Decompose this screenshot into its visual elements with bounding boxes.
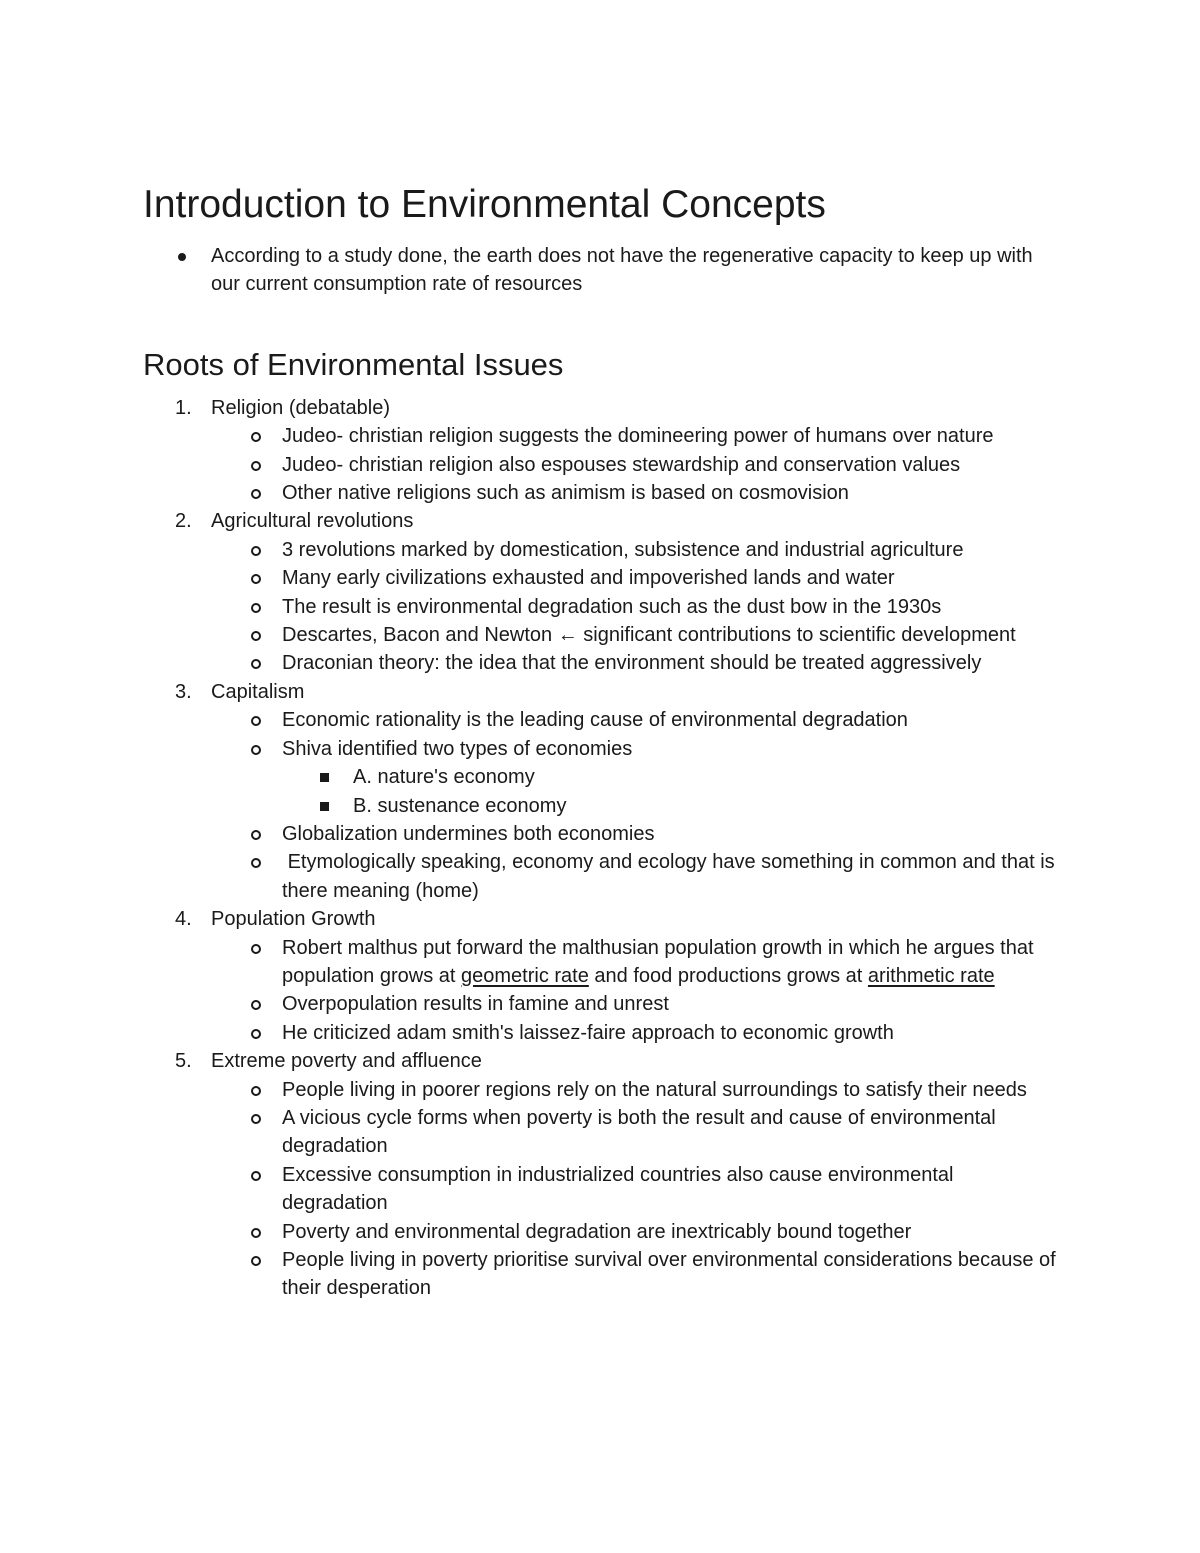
circle-bullet-icon [251, 1256, 261, 1266]
roots-list [143, 394, 1063, 1303]
sub-item-text: Overpopulation results in famine and unrest [282, 993, 669, 1016]
list-number: 3. [175, 680, 192, 703]
intro-list [143, 242, 1063, 299]
sub-item-text: Poverty and environmental degradation are inextricably bound together [282, 1220, 912, 1243]
root-item-poverty [143, 1047, 1063, 1303]
sub-item-text: A vicious cycle forms when poverty is both the result and cause of environmental degradation [282, 1106, 996, 1158]
sub-item [143, 564, 1063, 592]
sub-item [143, 1019, 1063, 1047]
sub-item [143, 848, 1063, 905]
subsub-item [143, 792, 1063, 820]
circle-bullet-icon [251, 1086, 261, 1096]
malthus-text-before: Robert malthus put forward the malthusian population growth in which he argues that population grows at [282, 936, 1034, 987]
sub-item-text: Other native religions such as animism is based on cosmovision [282, 482, 849, 505]
circle-bullet-icon [251, 1171, 261, 1181]
circle-bullet-icon [251, 546, 261, 556]
sub-item-text: People living in poorer regions rely on the natural surroundings to satisfy their needs [282, 1078, 1027, 1101]
sub-list [211, 1076, 1063, 1303]
sub-item [143, 536, 1063, 564]
circle-bullet-icon [251, 574, 261, 584]
circle-bullet-icon [251, 432, 261, 442]
subsub-item [143, 763, 1063, 791]
circle-bullet-icon [251, 489, 261, 499]
section-title: Roots of Environmental Issues [143, 346, 564, 382]
subsub-item-text: A. nature's economy [353, 766, 535, 789]
sub-item [143, 820, 1063, 848]
sub-item [143, 735, 1063, 820]
underlined-arithmetic-rate: arithmetic rate [867, 964, 995, 987]
root-label: Extreme poverty and affluence [211, 1050, 482, 1073]
square-bullet-icon [320, 773, 329, 782]
circle-bullet-icon [251, 1029, 261, 1039]
sub-item-text: The result is environmental degradation such as the dust bow in the 1930s [282, 595, 942, 618]
sub-list [211, 422, 1063, 507]
circle-bullet-icon [251, 1000, 261, 1010]
sub-item [143, 1104, 1063, 1161]
sub-list [211, 706, 1063, 905]
sub-item [143, 1218, 1063, 1246]
sub-item [143, 479, 1063, 507]
sub-item-text: Judeo- christian religion also espouses stewardship and conservation values [282, 453, 961, 476]
underlined-geometric-rate: geometric rate [461, 964, 589, 987]
sub-list [211, 934, 1063, 1048]
sub-item [143, 1161, 1063, 1218]
circle-bullet-icon [251, 461, 261, 471]
malthus-text-middle: and food productions grows at [588, 964, 868, 987]
page-title: Introduction to Environmental Concepts [143, 183, 826, 226]
sub-item [143, 451, 1063, 479]
square-bullet-icon [320, 802, 329, 811]
sub-item [143, 1246, 1063, 1303]
list-number: 2. [175, 510, 192, 533]
circle-bullet-icon [251, 944, 261, 954]
sub-item-text: Many early civilizations exhausted and impoverished lands and water [282, 567, 895, 590]
bullet-dot-icon [178, 253, 186, 261]
root-label: Agricultural revolutions [211, 510, 414, 533]
circle-bullet-icon [251, 745, 261, 755]
circle-bullet-icon [251, 631, 261, 641]
circle-bullet-icon [251, 858, 261, 868]
circle-bullet-icon [251, 716, 261, 726]
root-item-capitalism [143, 678, 1063, 905]
circle-bullet-icon [251, 1114, 261, 1124]
list-number: 5. [175, 1050, 192, 1073]
circle-bullet-icon [251, 659, 261, 669]
root-item-religion [143, 394, 1063, 508]
sub-item [143, 706, 1063, 734]
sub-item-text: He criticized adam smith's laissez-faire approach to economic growth [282, 1021, 894, 1044]
sub-item [143, 593, 1063, 621]
sub-item-text: Excessive consumption in industrialized countries also cause environmental degradation [282, 1163, 954, 1215]
sub-item-text: Judeo- christian religion suggests the domineering power of humans over nature [282, 425, 994, 448]
sub-item [143, 1076, 1063, 1104]
sub-item-text: Descartes, Bacon and Newton ← significant contributions to scientific development [282, 624, 1016, 647]
root-item-agriculture [143, 507, 1063, 677]
subsub-item-text: B. sustenance economy [353, 794, 567, 817]
list-number: 4. [175, 908, 192, 931]
circle-bullet-icon [251, 603, 261, 613]
sub-item-malthus [143, 934, 1063, 991]
sub-item-text: People living in poverty prioritise survival over environmental considerations because of their desperation [282, 1249, 1056, 1300]
intro-bullet [143, 242, 1063, 299]
sub-item [143, 621, 1063, 649]
sub-item [143, 649, 1063, 677]
sub-item-text: Draconian theory: the idea that the environment should be treated aggressively [282, 652, 982, 675]
list-number: 1. [175, 396, 192, 419]
document-page [143, 182, 1063, 1303]
sub-item-text: Shiva identified two types of economies [282, 737, 633, 760]
sub-item [143, 990, 1063, 1018]
sub-item-text: Globalization undermines both economies [282, 822, 655, 845]
sub-item-text: Etymologically speaking, economy and ecology have something in common and that is there meaning (home) [282, 851, 1061, 902]
circle-bullet-icon [251, 1228, 261, 1238]
subsub-list [282, 763, 1063, 820]
intro-bullet-text: According to a study done, the earth does not have the regenerative capacity to keep up with our current consumption rate of resources [211, 245, 1033, 296]
sub-list [211, 536, 1063, 678]
root-label: Capitalism [211, 680, 305, 703]
circle-bullet-icon [251, 830, 261, 840]
sub-item-text: 3 revolutions marked by domestication, subsistence and industrial agriculture [282, 538, 964, 561]
sub-item [143, 422, 1063, 450]
sub-item-text: Economic rationality is the leading cause of environmental degradation [282, 709, 908, 732]
root-label: Religion (debatable) [211, 396, 391, 419]
root-item-population [143, 905, 1063, 1047]
root-label: Population Growth [211, 908, 376, 931]
